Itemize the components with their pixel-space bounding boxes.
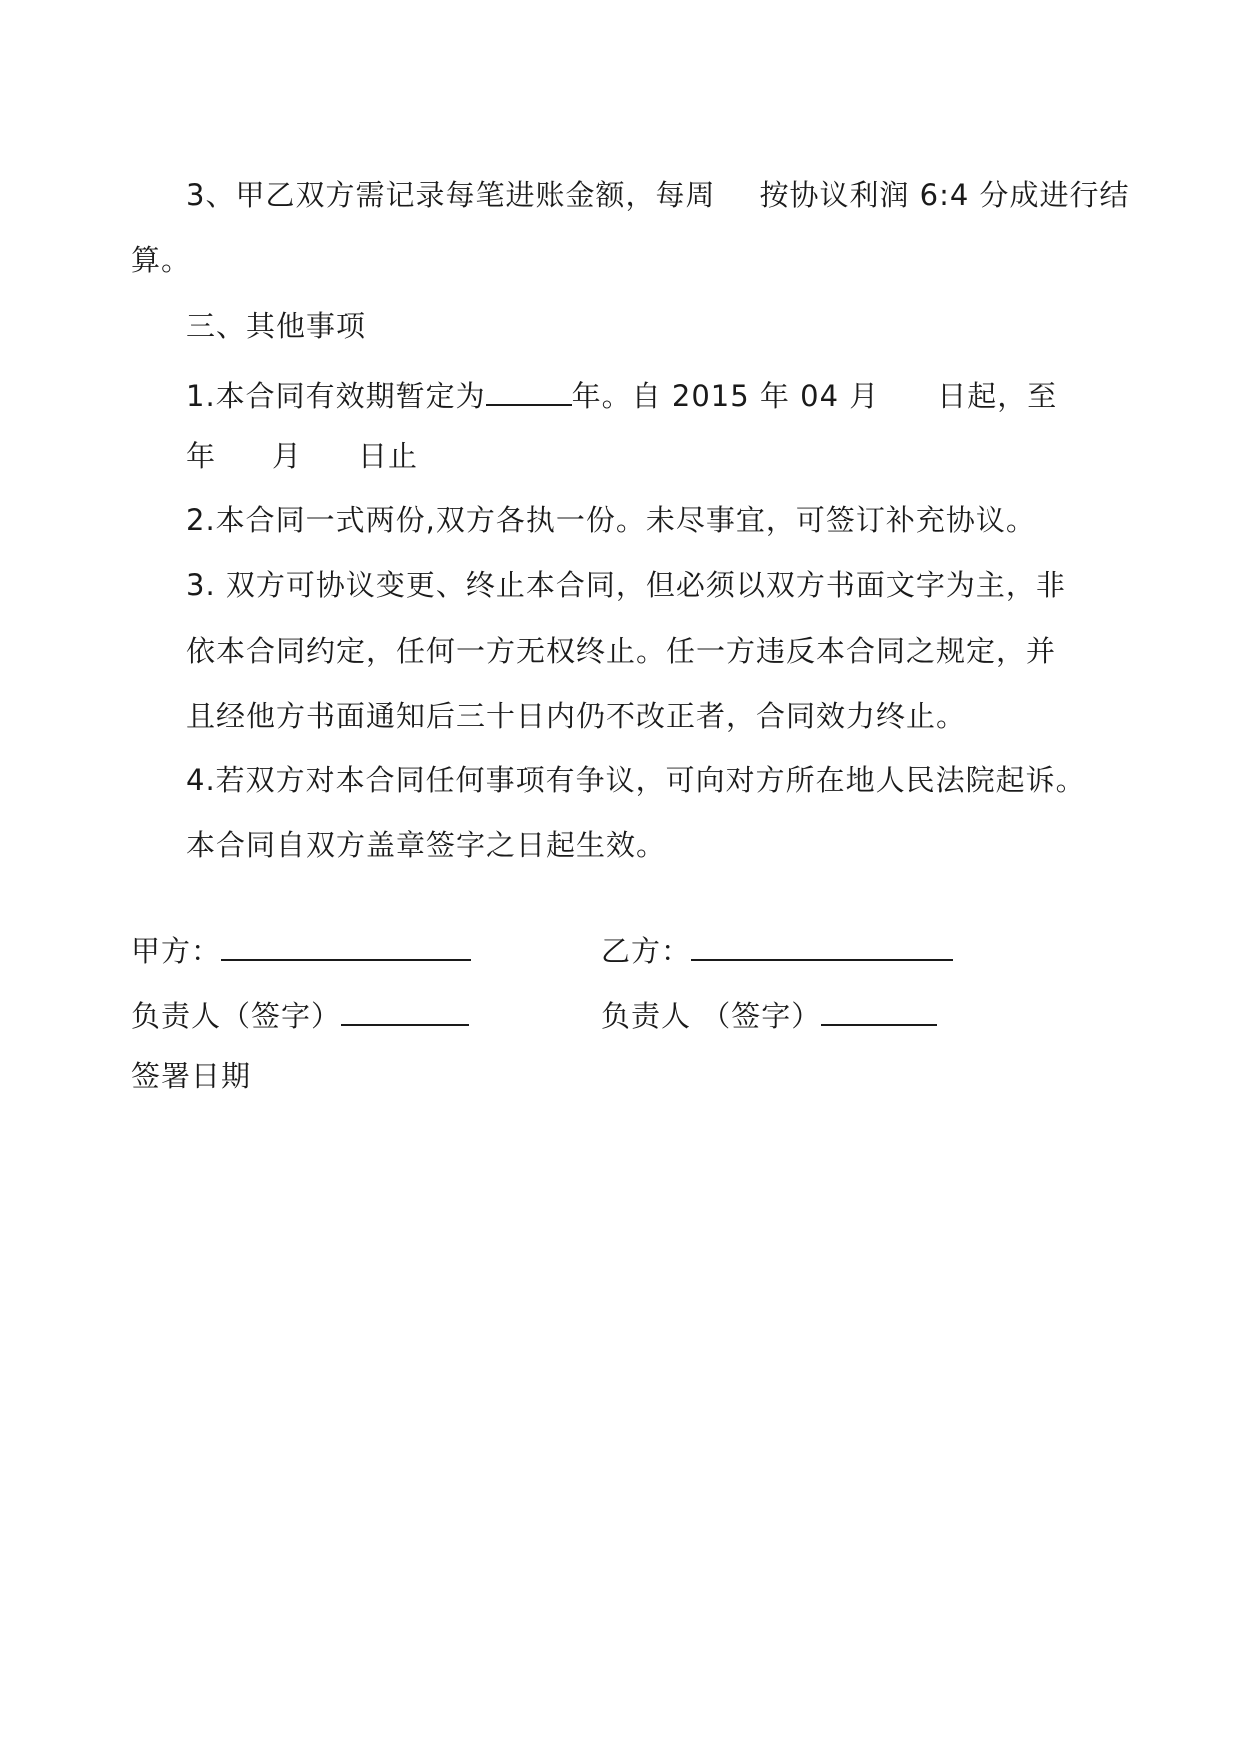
end-day-label: 日止 [358, 439, 419, 473]
party-b-person-row [601, 990, 937, 1036]
item-4: 4.若双方对本合同任何事项有争议，可向对方所在地人民法院起诉。 [186, 763, 1086, 797]
item-1-text-b: 年。自 2015 年 04 月 [571, 379, 880, 413]
party-b-label: 乙方： [601, 934, 692, 968]
section-heading-other-matters: 三、其他事项 [186, 309, 367, 343]
item-3-line-3: 且经他方书面通知后三十日内仍不改正者，合同效力终止。 [186, 699, 967, 733]
item-1-line-1 [186, 370, 1057, 416]
item-1-text-c: 日起，至 [937, 379, 1058, 413]
party-b-signature-blank[interactable] [691, 925, 953, 961]
end-month-label: 月 [272, 439, 303, 473]
party-a-label: 甲方： [131, 934, 222, 968]
party-b-person-label: 负责人 （签字） [601, 999, 822, 1033]
clause-3-line-2: 算。 [131, 243, 192, 277]
signing-date-label: 签署日期 [131, 1059, 252, 1093]
party-b-row [601, 925, 953, 971]
end-year-label: 年 [186, 439, 217, 473]
item-1-text-a: 1.本合同有效期暂定为 [186, 379, 486, 413]
party-a-person-signature-blank[interactable] [341, 990, 469, 1026]
item-3-line-1: 3. 双方可协议变更、终止本合同，但必须以双方书面文字为主，非 [186, 568, 1066, 602]
party-a-row [131, 925, 471, 971]
clause-3-line-1 [186, 175, 1130, 215]
party-a-person-label: 负责人（签字） [131, 999, 342, 1033]
effective-clause: 本合同自双方盖章签字之日起生效。 [186, 828, 667, 862]
clause-3-text-b: 按协议利润 6:4 分成进行结 [759, 178, 1130, 212]
item-1-line-2 [186, 436, 418, 476]
item-3-line-2: 依本合同约定，任何一方无权终止。任一方违反本合同之规定，并 [186, 634, 1057, 668]
party-a-signature-blank[interactable] [221, 925, 471, 961]
term-years-blank[interactable] [486, 370, 572, 406]
party-b-person-signature-blank[interactable] [821, 990, 937, 1026]
item-2: 2.本合同一式两份,双方各执一份。未尽事宜，可签订补充协议。 [186, 503, 1036, 537]
clause-3-text-a: 3、甲乙双方需记录每笔进账金额，每周 [186, 178, 716, 212]
party-a-person-row [131, 990, 469, 1036]
